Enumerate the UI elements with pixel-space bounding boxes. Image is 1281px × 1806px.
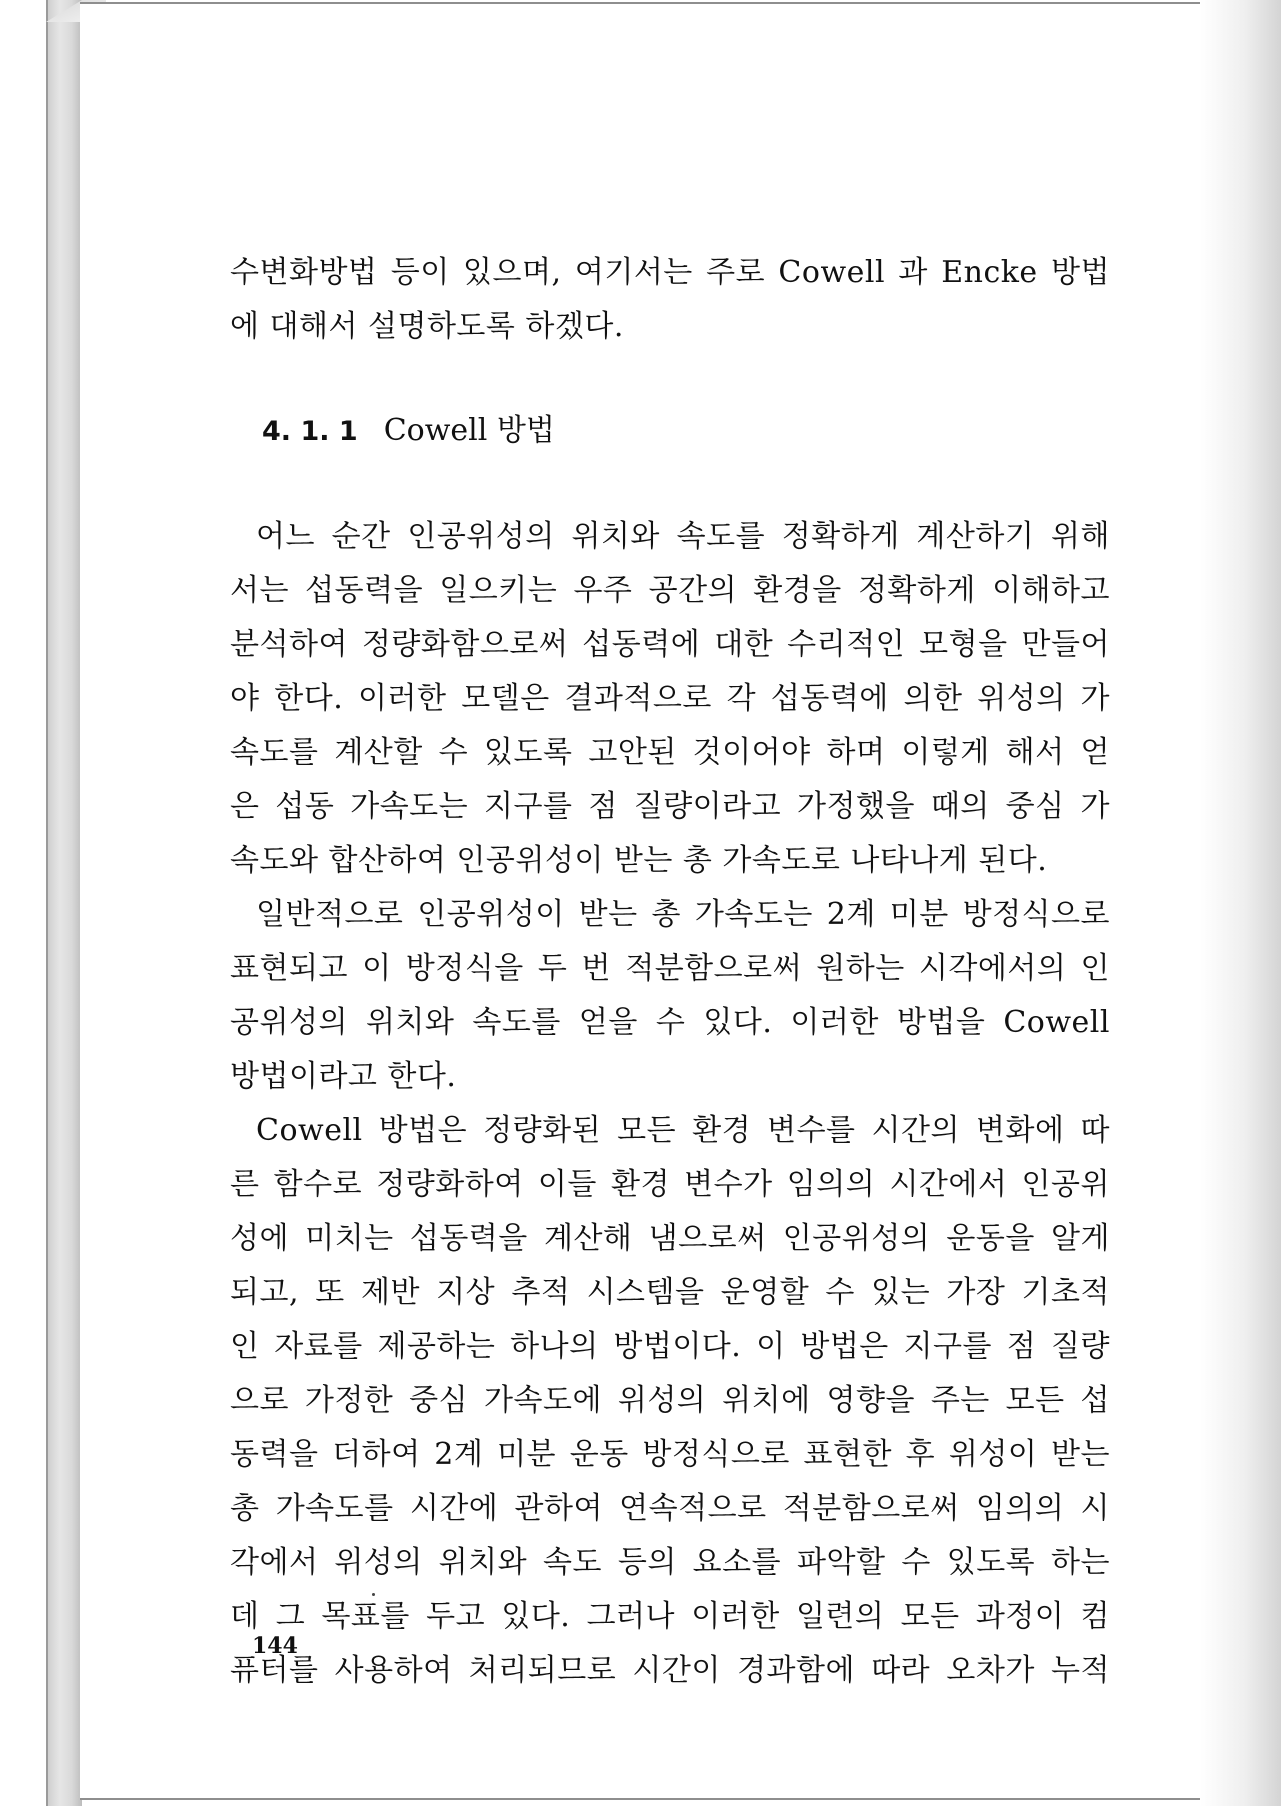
text-line: 은 섭동 가속도는 지구를 점 질량이라고 가정했을 때의 중심 가 [230, 789, 1110, 824]
text-line: 방법이라고 한다. [230, 1059, 457, 1094]
text-line: 일반적으로 인공위성이 받는 총 가속도는 2계 미분 방정식으로 [256, 897, 1110, 932]
text-line: 각에서 위성의 위치와 속도 등의 요소를 파악할 수 있도록 하는 [230, 1545, 1110, 1580]
text-line: 인 자료를 제공하는 하나의 방법이다. 이 방법은 지구를 점 질량 [230, 1329, 1110, 1364]
page-number: 144 [252, 1633, 298, 1659]
paragraph [230, 1104, 1110, 1698]
text-line: 에 대해서 설명하도록 하겠다. [230, 309, 624, 344]
text-line: 분석하여 정량화함으로써 섭동력에 대한 수리적인 모형을 만들어 [230, 627, 1110, 662]
page-edge-shadow [1200, 0, 1281, 1806]
text-line: 속도를 계산할 수 있도록 고안된 것이어야 하며 이렇게 해서 얻 [230, 735, 1110, 770]
text-line: 표현되고 이 방정식을 두 번 적분함으로써 원하는 시각에서의 인 [230, 951, 1110, 986]
paragraph [230, 510, 1110, 888]
ink-speck [372, 1593, 375, 1596]
text-line: 성에 미치는 섭동력을 계산해 냄으로써 인공위성의 운동을 알게 [230, 1221, 1110, 1256]
book-spine-edge [46, 0, 82, 1806]
text-line: 공위성의 위치와 속도를 얻을 수 있다. 이러한 방법을 Cowell [230, 1005, 1110, 1040]
text-line: Cowell 방법은 정량화된 모든 환경 변수를 시간의 변화에 따 [256, 1113, 1110, 1148]
section-number: 4. 1. 1 [262, 416, 358, 447]
text-line: 으로 가정한 중심 가속도에 위성의 위치에 영향을 주는 모든 섭 [230, 1383, 1110, 1418]
paragraph [230, 888, 1110, 1104]
text-line: 퓨터를 사용하여 처리되므로 시간이 경과함에 따라 오차가 누적 [230, 1653, 1110, 1688]
text-line: 되고, 또 제반 지상 추적 시스템을 운영할 수 있는 가장 기초적 [230, 1275, 1110, 1310]
text-line: 데 그 목표를 두고 있다. 그러나 이러한 일련의 모든 과정이 컴 [230, 1599, 1110, 1634]
text-line: 총 가속도를 시간에 관하여 연속적으로 적분함으로써 임의의 시 [230, 1491, 1110, 1526]
section-title: Cowell 방법 [383, 413, 555, 448]
text-line: 야 한다. 이러한 모델은 결과적으로 각 섭동력에 의한 위성의 가 [230, 681, 1110, 716]
text-line: 서는 섭동력을 일으키는 우주 공간의 환경을 정확하게 이해하고 [230, 573, 1110, 608]
text-line: 어느 순간 인공위성의 위치와 속도를 정확하게 계산하기 위해 [256, 519, 1110, 554]
text-line: 속도와 합산하여 인공위성이 받는 총 가속도로 나타나게 된다. [230, 843, 1048, 878]
text-line: 동력을 더하여 2계 미분 운동 방정식으로 표현한 후 위성이 받는 [230, 1437, 1110, 1472]
page-body [230, 246, 1110, 1698]
section-heading [230, 404, 1110, 458]
text-line: 른 함수로 정량화하여 이들 환경 변수가 임의의 시간에서 인공위 [230, 1167, 1110, 1202]
text-line: 수변화방법 등이 있으며, 여기서는 주로 Cowell 과 Encke 방법 [230, 255, 1110, 290]
